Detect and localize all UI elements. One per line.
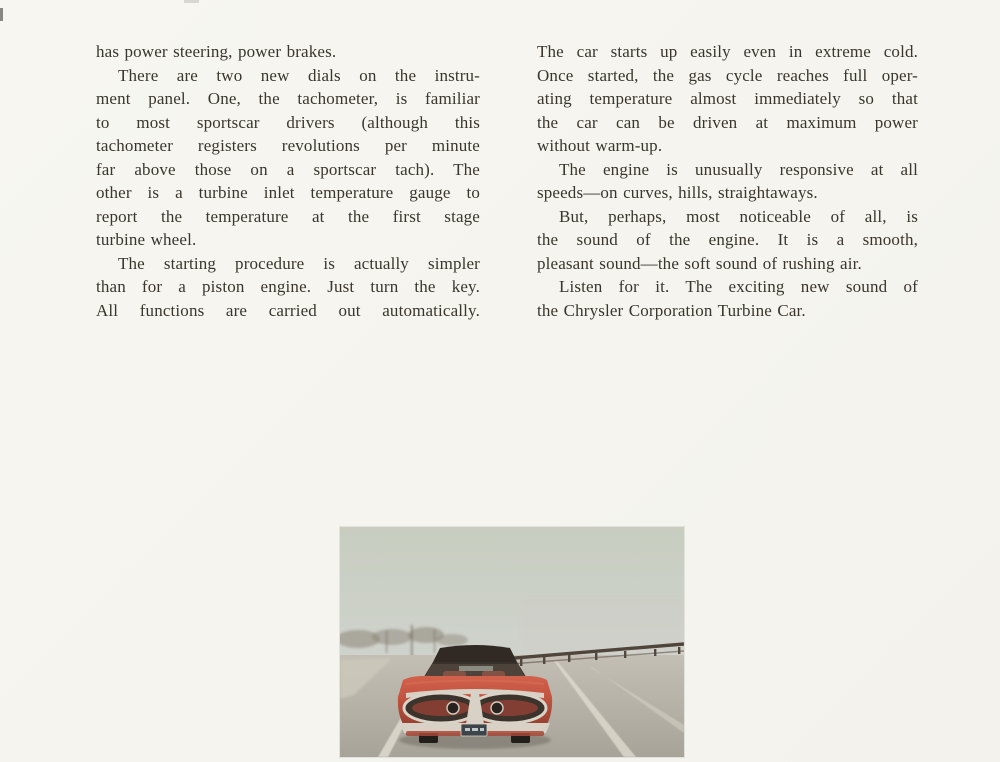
photo-haze xyxy=(340,527,684,757)
scan-artifact-top-edge xyxy=(184,0,199,3)
text-line: the Chrysler Corporation Turbine Car. xyxy=(537,300,806,320)
text-line: than for a piston engine. Just turn the key. xyxy=(96,277,480,296)
text-line: tachometer registers revolutions per minute xyxy=(96,136,480,155)
text-line: ating temperature almost immediately so that xyxy=(537,89,918,108)
paragraph xyxy=(537,205,918,276)
text-line: All functions are carried out automatically. xyxy=(96,300,480,320)
text-line: But, perhaps, most noticeable of all, is xyxy=(559,206,918,226)
text-line: The starting procedure is actually simpler xyxy=(118,253,480,273)
text-line: the car can be driven at maximum power xyxy=(537,112,918,132)
text-line: turbine wheel. xyxy=(96,230,197,249)
text-line: other is a turbine inlet temperature gauge to xyxy=(96,183,480,202)
paragraph xyxy=(537,40,918,158)
turbine-car-photo xyxy=(340,527,684,757)
turbine-car-photo-svg xyxy=(340,527,684,757)
text-column-right xyxy=(537,40,918,322)
text-line: Listen for it. The exciting new sound of xyxy=(559,277,918,296)
text-line: speeds—on curves, hills, straightaways. xyxy=(537,183,818,202)
text-line: There are two new dials on the instru- xyxy=(118,65,480,85)
paragraph xyxy=(96,252,480,323)
paragraph xyxy=(537,158,918,205)
text-line: The engine is unusually responsive at all xyxy=(559,159,918,179)
text-line: far above those on a sportscar tach). The xyxy=(96,159,480,179)
text-line: report the temperature at the first stage xyxy=(96,206,480,226)
text-line: to most sportscar drivers (although this xyxy=(96,112,480,132)
text-line: has power steering, power brakes. xyxy=(96,42,337,61)
text-line: the sound of the engine. It is a smooth, xyxy=(537,230,918,249)
text-line: pleasant sound—the soft sound of rushing air. xyxy=(537,253,862,273)
paragraph xyxy=(96,40,480,64)
text-line: ment panel. One, the tachometer, is familiar xyxy=(96,89,480,108)
text-line: Once started, the gas cycle reaches full oper- xyxy=(537,65,918,85)
text-line: The car starts up easily even in extreme cold. xyxy=(537,42,918,61)
paragraph xyxy=(96,64,480,252)
scan-artifact-left-edge xyxy=(0,8,3,21)
text-column-left xyxy=(96,40,480,322)
text-line: without warm-up. xyxy=(537,136,663,155)
paragraph xyxy=(537,275,918,322)
